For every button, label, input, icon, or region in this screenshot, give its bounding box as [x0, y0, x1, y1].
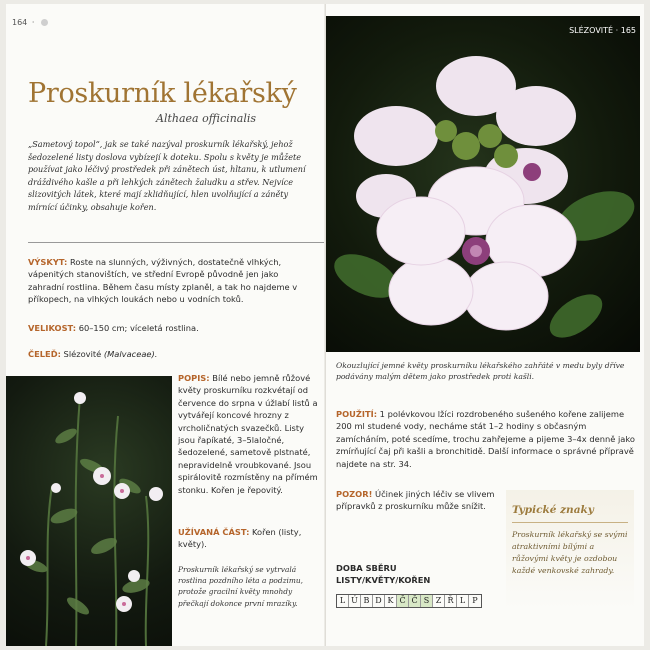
month-cell: D [373, 595, 385, 607]
harvest-time-line1: DOBA SBĚRU [336, 563, 397, 573]
celed-text: Slézovité [60, 349, 104, 359]
month-cell: P [472, 596, 478, 605]
page-number-left [12, 18, 48, 27]
page-number-value: 164 [12, 18, 28, 27]
page-header-right: SLÉZOVITÉ · 165 [569, 26, 636, 35]
month-cell: K [385, 595, 397, 607]
velikost-label: VELIKOST: [28, 323, 77, 333]
pozor-text: Účinek jiných léčiv se vlivem přípravků z proskurníku může snížit. [336, 489, 495, 512]
harvest-time-heading [336, 562, 430, 587]
flower-photo [326, 16, 640, 352]
month-cell: L [457, 595, 469, 607]
pouziti-label: POUŽITÍ: [336, 409, 378, 419]
latin-name: Althaea officinalis [156, 112, 257, 125]
vyskyt-text: Roste na slunných, výživných, dostatečně vlhkých, vápenitých stanovištích, ve střední Evropě původně jen jako zahradní rostlina. Během času místy zplaněl, a tak ho najdeme v příkopech, na vlhkých loukách nebo u vodních toků. [28, 257, 298, 305]
month-cell: Č [409, 595, 421, 607]
month-cell: Ř [445, 595, 457, 607]
intro-paragraph: „Sametový topol“, jak se také nazýval proskurník lékařský, jehož šedozelené listy doslova vybízejí k doteku. Spolu s květy je můžete používat jako léčivý prostředek při zánětech úst, hltanu, k utlumení dráždivého kašle a při lehkých zánětech žaludku a střev. Nejvíce slizovitých látek, které mají zklidňující, hlen uvolňující a záněty mírnící účinky, obsahuje kořen. [28, 139, 306, 212]
section-pouziti [336, 408, 636, 470]
mallow-flower-illustration [326, 16, 640, 352]
typical-features-text: Proskurník lékařský se svými atraktivními bílými a růžovými květy je ozdobou každé venkovské zahrady. [512, 530, 628, 575]
section-uzivana-cast [178, 526, 318, 551]
month-cell: L [337, 595, 349, 607]
pouziti-text: 1 polévkovou lžíci rozdrobeného sušeného kořene zalijeme 200 ml studené vody, necháme stát 1–2 hodiny s občasným zamícháním, poté scedíme, trochu zahřejeme a pijeme 3–4x denně jako zmírňující čaj při kašli a bronchitidě. Další informace o správné přípravě najdete na str. 34. [336, 409, 635, 469]
plant-photo [6, 376, 172, 646]
uzivana-text: Kořen (listy, květy). [178, 527, 302, 550]
page-title: Proskurník lékařský [28, 78, 297, 109]
section-velikost [28, 322, 314, 334]
harvest-time-line2: LISTY/KVĚTY/KOŘEN [336, 575, 431, 586]
photo-caption-right: Okouzlující jemné květy proskurníku lékařského zahřáté v medu byly dříve podávány malým dětem jako prostředek proti kašli. [336, 361, 625, 382]
popis-text: Bílé nebo jemně růžové květy proskurníku rozkvétají od července do srpna v úžlabí listů a vytvářejí koncové hrozny z vrcholičnatých svazečků. Listy jsou řapíkaté, 3–5laločné, šedozelené, sametově plstnaté, nepravidelně vroubkované. Jsou spirálovitě rozmístěny na přímém stonku. Kořen je řepovitý. [178, 373, 318, 495]
right-page [326, 4, 644, 646]
month-cell: Č [397, 595, 409, 607]
harvest-month-calendar [336, 594, 482, 608]
pozor-label: POZOR! [336, 489, 373, 499]
section-vyskyt [28, 256, 314, 306]
month-cell: S [421, 595, 433, 607]
plant-stem-illustration [6, 376, 172, 646]
velikost-text: 60–150 cm; víceletá rostlina. [76, 323, 199, 333]
section-celed [28, 348, 314, 360]
month-cell: Ú [349, 595, 361, 607]
section-pozor [336, 488, 496, 513]
divider [28, 242, 324, 243]
uzivana-label: UŽÍVANÁ ČÁST: [178, 527, 250, 537]
popis-label: POPIS: [178, 373, 210, 383]
month-cell: Z [433, 595, 445, 607]
photo-caption-left: Proskurník lékařský se vytrvalá rostlina pozdního léta a podzimu, protože gracilní květy mnohdy přečkají dokonce první mrazíky. [178, 565, 303, 608]
vyskyt-label: VÝSKYT: [28, 257, 68, 267]
page-number-dots: · [31, 18, 36, 27]
celed-label: ČELEĎ: [28, 349, 61, 359]
section-marker-icon [41, 19, 48, 26]
month-cell: B [361, 595, 373, 607]
typical-features-title: Typické znaky [512, 504, 594, 516]
left-page [6, 4, 324, 646]
section-popis [178, 372, 318, 496]
celed-latin: (Malvaceae). [103, 349, 158, 359]
typical-features-box [506, 490, 634, 610]
